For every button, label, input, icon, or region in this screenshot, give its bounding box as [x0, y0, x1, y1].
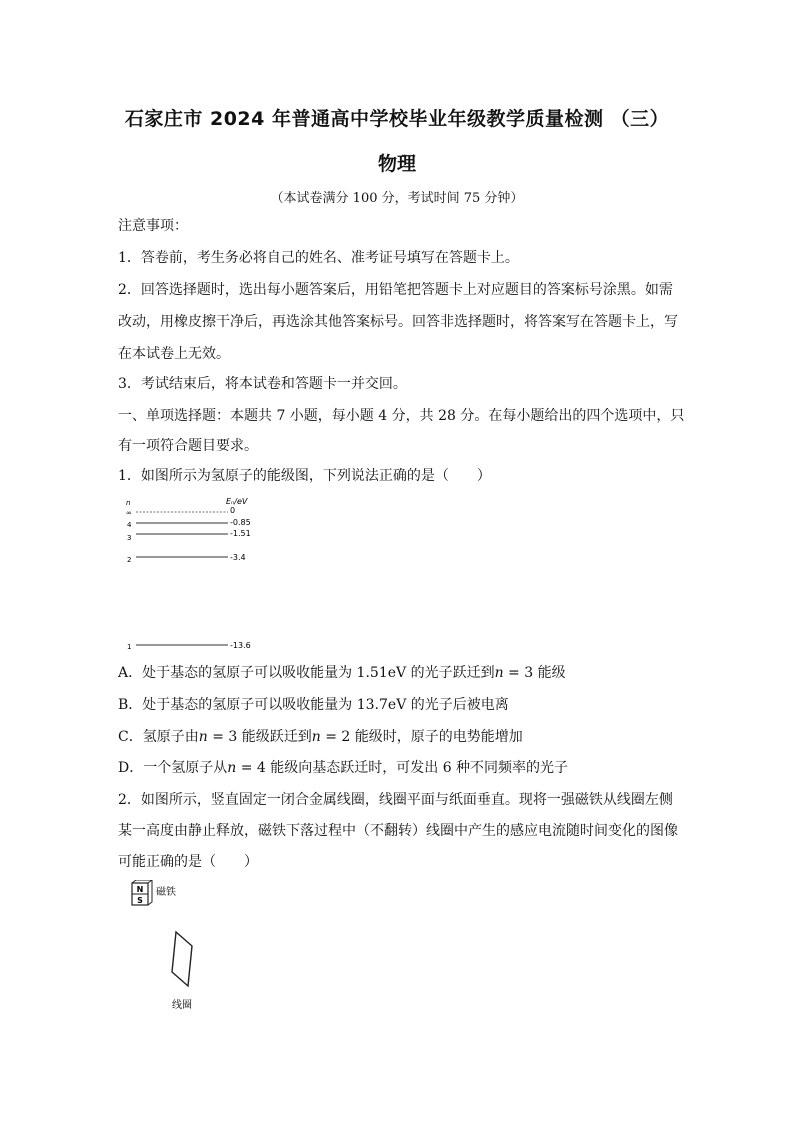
- question-1-stem: 1．如图所示为氢原子的能级图，下列说法正确的是（ ）: [118, 468, 491, 484]
- notice-item-2-line-2: 改动，用橡皮擦干净后，再选涂其他答案标号。回答非选择题时，将答案写在答题卡上，写: [118, 314, 678, 330]
- magnet-coil-diagram: [118, 880, 228, 1015]
- question-1-option-b: B．处于基态的氢原子可以吸收能量为 13.7eV 的光子后被电离: [118, 697, 509, 713]
- question-1-option-c: C．氢原子由n = 3 能级跃迁到n = 2 能级时，原子的电势能增加: [118, 729, 523, 745]
- notice-item-2-line-3: 在本试卷上无效。: [118, 346, 230, 362]
- question-2-stem-line-3: 可能正确的是（ ）: [118, 854, 258, 870]
- axis-energy-label: Eₙ/eV: [226, 497, 248, 506]
- section-1-heading-line-2: 有一项符合题目要求。: [118, 438, 258, 454]
- magnet-label: 磁铁: [156, 887, 176, 898]
- notice-item-1: 1．答卷前，考生务必将自己的姓名、准考证号填写在答题卡上。: [118, 250, 519, 266]
- notice-item-3: 3．考试结束后，将本试卷和答题卡一并交回。: [118, 376, 407, 392]
- level-energy-label: -0.85: [230, 518, 251, 527]
- coil-label: 线圈: [172, 1000, 192, 1011]
- notice-item-2-line-1: 2．回答选择题时，选出每小题答案后，用铅笔把答题卡上对应题目的答案标号涂黑。如需: [118, 282, 673, 298]
- level-energy-label: 0: [230, 506, 236, 515]
- axis-n-label: n: [126, 499, 131, 507]
- section-1-heading-line-1: 一、单项选择题：本题共 7 小题，每小题 4 分，共 28 分。在每小题给出的四个选项中，只: [118, 408, 685, 424]
- energy-level-diagram: [118, 494, 278, 652]
- subject-title: 物理: [377, 153, 416, 175]
- exam-title: 石家庄市 2024 年普通高中学校毕业年级教学质量检测 （三）: [124, 108, 670, 130]
- magnet-north-label: N: [136, 885, 144, 894]
- level-n-label: ∞: [126, 509, 132, 517]
- level-n-label: 1: [127, 643, 132, 651]
- level-n-label: 4: [127, 521, 132, 529]
- level-energy-label: -13.6: [230, 641, 251, 650]
- level-n-label: 3: [127, 534, 132, 542]
- level-energy-label: -1.51: [230, 529, 251, 538]
- level-n-label: 2: [127, 556, 132, 564]
- question-1-option-a: A．处于基态的氢原子可以吸收能量为 1.51eV 的光子跃迁到n = 3 能级: [118, 665, 566, 681]
- exam-subtitle: （本试卷满分 100 分，考试时间 75 分钟）: [270, 191, 524, 206]
- question-1-option-d: D．一个氢原子从n = 4 能级向基态跃迁时，可发出 6 种不同频率的光子: [118, 760, 569, 776]
- magnet: [132, 880, 152, 905]
- question-2-stem-line-1: 2．如图所示，竖直固定一闭合金属线圈，线圈平面与纸面垂直。现将一强磁铁从线圈左侧: [118, 792, 673, 808]
- level-energy-label: -3.4: [230, 553, 246, 562]
- coil: [172, 932, 192, 986]
- magnet-south-label: S: [137, 896, 143, 905]
- notice-heading: 注意事项：: [118, 218, 188, 234]
- question-2-stem-line-2: 某一高度由静止释放，磁铁下落过程中（不翻转）线圈中产生的感应电流随时间变化的图像: [118, 823, 678, 839]
